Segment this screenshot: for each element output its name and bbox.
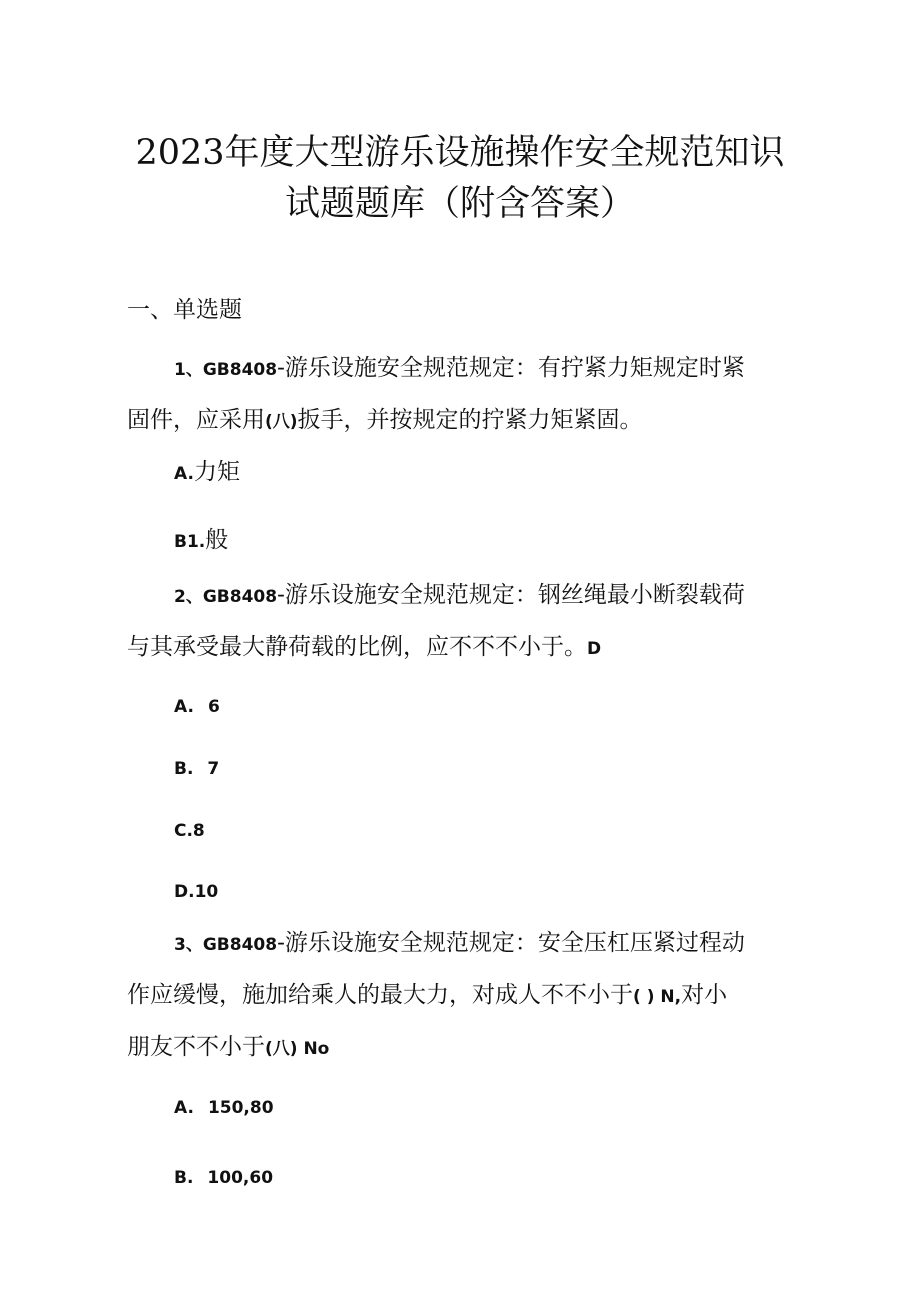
answer-blank: (八) (265, 412, 298, 432)
option-2b (174, 751, 219, 785)
option-2c (174, 813, 205, 847)
document-title-line-1: 2023年度大型游乐设施操作安全规范知识 (135, 133, 785, 173)
question-1-line-1 (127, 343, 787, 395)
question-2-line-2 (127, 622, 787, 674)
option-2a (174, 689, 220, 723)
question-3 (127, 918, 787, 1074)
option-text: 7 (207, 759, 220, 779)
option-label: A. (174, 1098, 194, 1118)
option-label: C.8 (174, 821, 205, 841)
question-text: 对小 (681, 982, 728, 1008)
option-3a (174, 1090, 274, 1124)
option-label: B1. (174, 532, 206, 552)
question-3-line-3 (127, 1022, 787, 1074)
option-text: 6 (207, 697, 220, 717)
option-label: B. (174, 759, 194, 779)
question-number: 3、GB8408 (174, 935, 278, 955)
question-text: -游乐设施安全规范规定：有拧紧力矩规定时紧 (277, 355, 745, 381)
option-1b (174, 524, 228, 558)
option-label: D.10 (174, 882, 219, 902)
answer-key: D (587, 639, 602, 659)
question-2 (127, 570, 787, 674)
option-text: 100,60 (207, 1168, 274, 1188)
option-label: A. (174, 697, 194, 717)
option-2d (174, 874, 218, 908)
section-heading: 一、单选题 (127, 297, 242, 323)
question-text: 与其承受最大静荷载的比例，应不不不小于。 (127, 634, 587, 660)
option-3b (174, 1160, 273, 1194)
question-3-line-2 (127, 970, 787, 1022)
option-label: B. (174, 1168, 194, 1188)
question-text: -游乐设施安全规范规定：钢丝绳最小断裂载荷 (277, 582, 745, 608)
option-text: 150,80 (207, 1098, 274, 1118)
answer-blank: ( ) N, (633, 987, 682, 1007)
question-1-line-2 (127, 395, 787, 447)
question-text: 固件，应采用 (127, 407, 265, 433)
question-text: -游乐设施安全规范规定：安全压杠压紧过程动 (277, 930, 745, 956)
question-text: 朋友不不小于 (127, 1034, 265, 1060)
question-1 (127, 343, 787, 447)
question-3-line-1 (127, 918, 787, 970)
question-text: 扳手，并按规定的拧紧力矩紧固。 (297, 407, 643, 433)
option-label: A. (174, 464, 194, 484)
option-text: 力矩 (193, 459, 240, 485)
option-1a (174, 456, 240, 490)
question-number: 2、GB8408 (174, 587, 278, 607)
question-text: 作应缓慢，施加给乘人的最大力，对成人不不小于 (127, 982, 633, 1008)
question-number: 1、GB8408 (174, 360, 278, 380)
answer-blank: (八) No (265, 1039, 330, 1059)
document-title-line-2: 试题题库（附含答案） (284, 184, 635, 224)
question-2-line-1 (127, 570, 787, 622)
option-text: 般 (205, 527, 229, 553)
